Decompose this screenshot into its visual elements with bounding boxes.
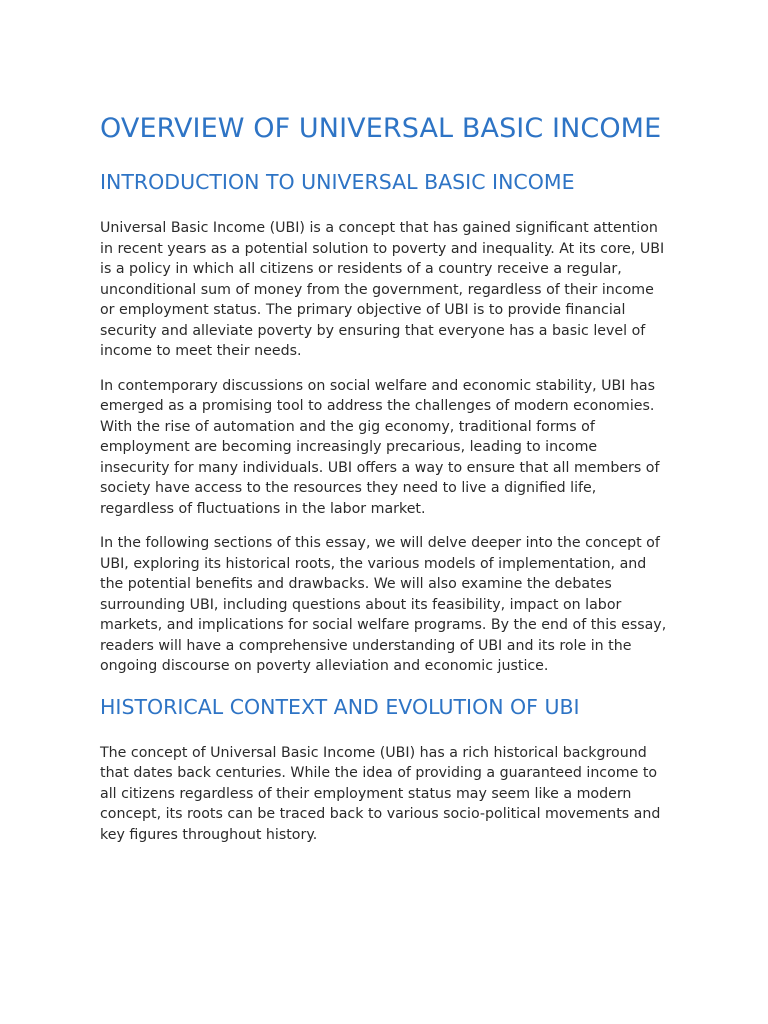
section-historical-context	[100, 693, 670, 846]
section-heading: INTRODUCTION TO UNIVERSAL BASIC INCOME	[100, 170, 575, 194]
document-page	[100, 108, 670, 859]
section-introduction	[100, 168, 670, 677]
paragraph: In contemporary discussions on social welfare and economic stability, UBI has emerged as a promising tool to address the challenges of modern economies. With the rise of automation and the gig economy, traditional forms of employment are becoming increasingly precarious, leading to income insecurity for many individuals. UBI offers a way to ensure that all members of society have access to the resources they need to live a dignified life, regardless of fluctuations in the labor market.	[100, 377, 660, 517]
paragraph: In the following sections of this essay, we will delve deeper into the concept of UBI, exploring its historical roots, the various models of implementation, and the potential benefits and drawbacks. We will also examine the debates surrounding UBI, including questions about its feasibility, impact on labor markets, and implications for social welfare programs. By the end of this essay, readers will have a comprehensive understanding of UBI and its role in the ongoing discourse on poverty alleviation and economic justice.	[100, 535, 667, 674]
paragraph: The concept of Universal Basic Income (UBI) has a rich historical background that dates back centuries. While the idea of providing a guaranteed income to all citizens regardless of their employment status may seem like a modern concept, its roots can be traced back to various socio-political movements and key figures throughout history.	[100, 744, 661, 843]
paragraph: Universal Basic Income (UBI) is a concept that has gained significant attention in recent years as a potential solution to poverty and inequality. At its core, UBI is a policy in which all citizens or residents of a country receive a regular, unconditional sum of money from the government, regardless of their income or employment status. The primary objective of UBI is to provide financial security and alleviate poverty by ensuring that everyone has a basic level of income to meet their needs.	[100, 220, 665, 359]
section-heading: HISTORICAL CONTEXT AND EVOLUTION OF UBI	[100, 694, 580, 719]
document-title: OVERVIEW OF UNIVERSAL BASIC INCOME	[100, 113, 662, 144]
